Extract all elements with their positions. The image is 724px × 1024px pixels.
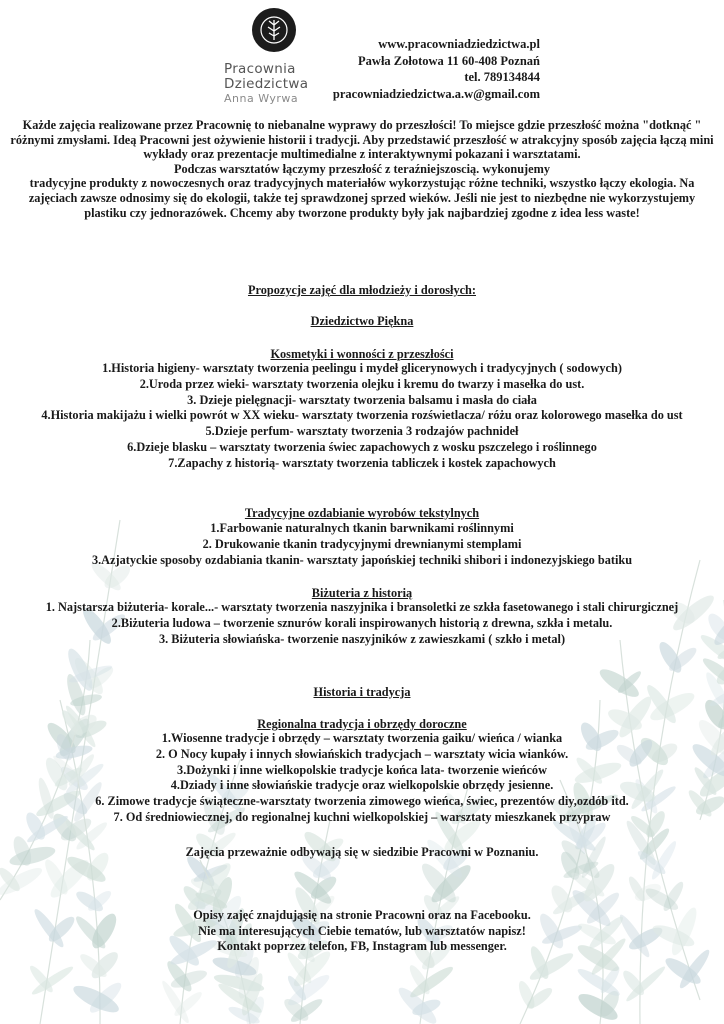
phone-text: tel. 789134844 xyxy=(464,70,540,84)
list-item: 2. Drukowanie tkanin tradycyjnymi drewnianymi stemplami xyxy=(202,536,522,551)
footer-contact xyxy=(0,908,724,955)
cosmetics-heading: Kosmetyki i wonności z przeszłości xyxy=(270,347,454,361)
list-item: 3.Dożynki i inne wielkopolskie tradycje końca lata- tworzenie wieńców xyxy=(177,762,547,777)
textiles-list xyxy=(6,521,718,568)
contact-block xyxy=(333,36,540,102)
list-item: 2.Uroda przez wieki- warsztaty tworzenia olejku i kremu do twarzy i masełka do ust. xyxy=(139,376,585,391)
history-heading: Historia i tradycja xyxy=(313,685,411,699)
list-item: 1.Farbowanie naturalnych tkanin barwnikami roślinnymi xyxy=(210,521,514,535)
list-item: 3. Dzieje pielęgnacji- warsztaty tworzenia balsamu i masła do ciała xyxy=(187,392,537,407)
address-text: Pawła Zołotowa 11 60-408 Poznań xyxy=(358,53,540,68)
logo-line-1: Pracownia xyxy=(224,61,296,77)
list-item: 5.Dzieje perfum- warsztaty tworzenia 3 rodzajów pachnideł xyxy=(205,424,519,439)
list-item: 3. Biżuteria słowiańska- tworzenie naszyjników z zawieszkami ( szkło i metal) xyxy=(158,631,566,646)
textiles-heading: Tradycyjne ozdabianie wyrobów tekstylnych xyxy=(244,506,480,520)
logo-line-3: Anna Wyrwa xyxy=(224,92,299,105)
footer-line-3: Kontakt poprzez telefon, FB, Instagram lub messenger. xyxy=(217,939,507,953)
regional-heading: Regionalna tradycja i obrzędy doroczne xyxy=(257,717,467,731)
list-item: 7. Od średniowiecznej, do regionalnej kuchni wielkopolskiej – warsztaty mieszkanek przypraw xyxy=(113,809,611,824)
website-link[interactable]: www.pracowniadziedzictwa.pl xyxy=(378,37,540,51)
proposals-heading: Propozycje zajęć dla młodzieży i dorosłych: xyxy=(247,283,476,297)
intro-paragraph-2: Podczas warsztatów łączymy przeszłość z teraźniejszoscią. wykonujemy xyxy=(174,161,550,176)
footer-line-1: Opisy zajęć znajdująsię na stronie Pracowni oraz na Facebooku. xyxy=(193,908,531,922)
list-item: 2. O Nocy kupały i innych słowiańskich tradycjach – warsztaty wicia wianków. xyxy=(155,746,569,761)
list-item: 2.Biżuteria ludowa – tworzenie sznurów korali inspirowanych historią z drewna, szkła i metalu. xyxy=(111,615,613,630)
list-item: 7.Zapachy z historią- warsztaty tworzenia tabliczek i kostek zapachowych xyxy=(168,455,556,470)
list-item: 3.Azjatyckie sposoby ozdabiania tkanin- warsztaty japońskiej techniki shibori i indonezyjskiego batiku xyxy=(91,552,633,567)
list-item: 1.Historia higieny- warsztaty tworzenia peelingu i mydeł glicerynowych i tradycyjnych ( sodowych) xyxy=(102,361,622,375)
regional-list xyxy=(6,731,718,826)
list-item: 1. Najstarsza biżuteria- korale...- warsztaty tworzenia naszyjnika i bransoletki ze szkła fasetowanego i stali chirurgicznej xyxy=(45,600,679,614)
footer-line-2: Nie ma interesujących Ciebie tematów, lub warsztatów napisz! xyxy=(198,923,526,938)
beauty-heading: Dziedzictwo Piękna xyxy=(310,314,414,328)
list-item: 4.Historia makijażu i wielki powrót w XX wieku- warsztaty tworzenia rozświetlacza/ różu oraz kolorowego masełka do ust xyxy=(41,408,683,423)
list-item: 6.Dzieje blasku – warsztaty tworzenia świec zapachowych z wosku pszczelego i roślinnego xyxy=(127,439,597,454)
cosmetics-list xyxy=(6,361,718,472)
list-item: 6. Zimowe tradycje świąteczne-warsztaty tworzenia zimowego wieńca, świec, prezentów diy,ozdób itd. xyxy=(95,794,629,809)
list-item: 4.Dziady i inne słowiańskie tradycje oraz wielkopolskie obrzędy jesienne. xyxy=(170,778,554,793)
intro-paragraph-3: tradycyjne produkty z nowoczesnych oraz tradycyjnych materiałów wykorzystując różne techniki, wszystko łączy ekologia. Na zajęciach zawsze odnosimy się do ekologii, także tej sprawdzonej sprzed wieków. Jeśli nie jest to niezbędne nie wykorzystujemy plastiku czy jednorazówek. Chcemy aby tworzone produkty były jak najbardziej zgodne z idea less waste! xyxy=(28,176,696,220)
list-item: 1.Wiosenne tradycje i obrzędy – warsztaty tworzenia gaiku/ wieńca / wianka xyxy=(161,731,563,745)
intro-text xyxy=(10,118,714,220)
jewelry-list xyxy=(6,600,718,647)
logo-line-2: Dziedzictwa xyxy=(224,76,309,92)
logo-wordmark xyxy=(224,62,344,106)
location-note: Zajęcia przeważnie odbywają się w siedzibie Pracowni w Poznaniu. xyxy=(185,845,539,859)
jewelry-heading: Biżuteria z historią xyxy=(311,586,413,600)
logo-emblem-icon xyxy=(252,8,296,52)
intro-paragraph-1: Każde zajęcia realizowane przez Pracownię to niebanalne wyprawy do przeszłości! To miejsce gdzie przeszłość można "dotknąć " różnymi zmysłami. Ideą Pracowni jest ożywienie historii i tradycji. Aby przedstawić przeszłość w atrakcyjny sposób zajęcia łączą mini wykłady oraz prezentacje multimedialne z interaktywnymi pokazani i warsztatami. xyxy=(10,118,714,162)
email-link[interactable]: pracowniadziedzictwa.a.w@gmail.com xyxy=(332,86,540,101)
